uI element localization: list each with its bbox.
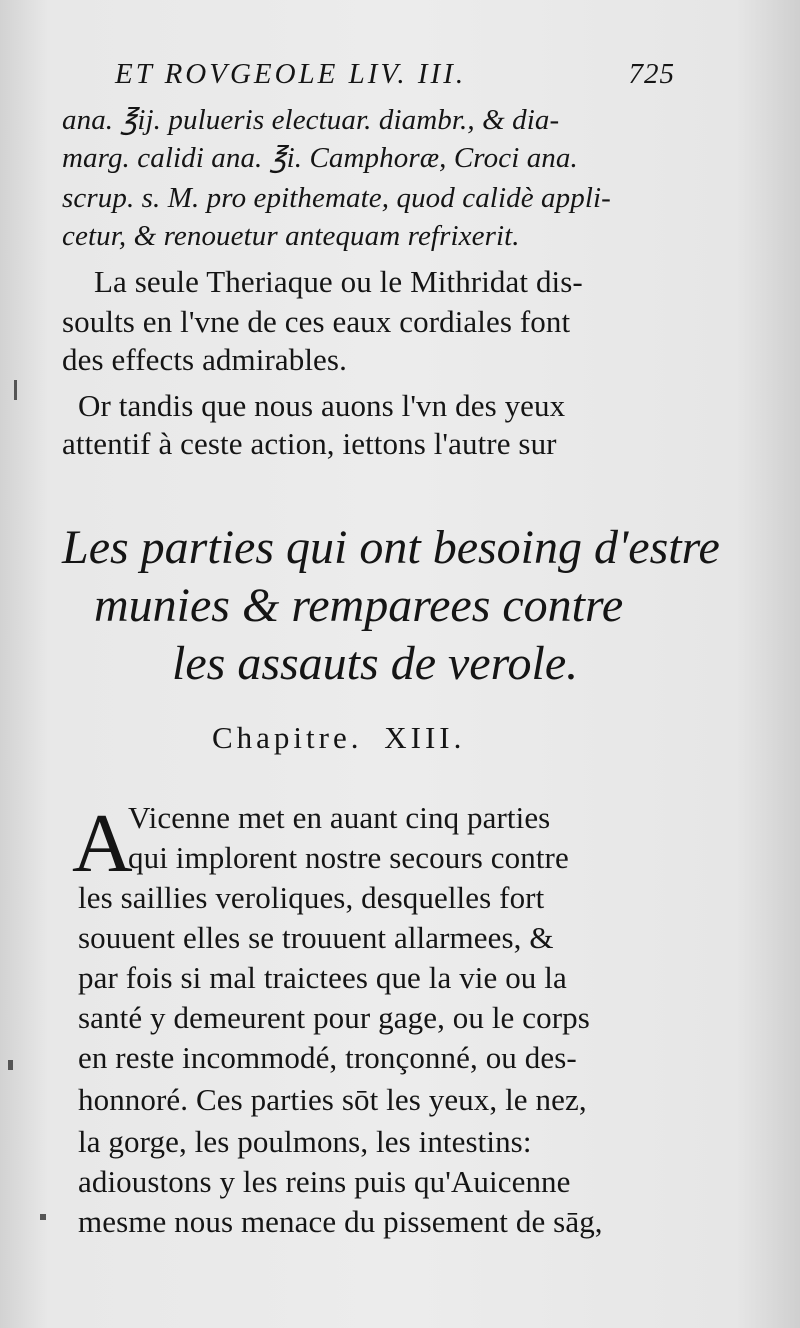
margin-mark [8, 1060, 13, 1070]
section-title-line: munies & remparees contre [94, 579, 624, 632]
paragraph-line: soults en l'vne de ces eaux cordiales font [62, 304, 571, 339]
page-number: 725 [628, 58, 675, 90]
margin-mark [14, 380, 17, 400]
drop-cap: A [72, 797, 133, 890]
body-line: la gorge, les poulmons, les intestins: [78, 1124, 532, 1159]
prescription-line: marg. calidi ana. ℥i. Camphoræ, Croci ana. [62, 142, 578, 174]
chapter-label: Chapitre. [212, 720, 363, 755]
prescription-line: cetur, & renouetur antequam refrixerit. [62, 220, 520, 252]
chapter-number: XIII. [384, 720, 466, 755]
body-line: les saillies veroliques, desquelles fort [78, 880, 545, 915]
paragraph-line: La seule Theriaque ou le Mithridat dis- [94, 264, 583, 299]
chapter-heading [212, 720, 465, 756]
body-line: mesme nous menace du pissement de sāg, [78, 1204, 603, 1239]
body-line: santé y demeurent pour gage, ou le corps [78, 1000, 590, 1035]
section-title-line: Les parties qui ont besoing d'estre [62, 521, 720, 574]
body-line: qui implorent nostre secours contre [128, 840, 569, 875]
prescription-line: ana. ℥ij. pulueris electuar. diambr., & dia- [62, 104, 560, 136]
body-line: en reste incommodé, tronçonné, ou des- [78, 1040, 577, 1075]
body-line: Vicenne met en auant cinq parties [128, 800, 551, 835]
body-line: adioustons y les reins puis qu'Auicenne [78, 1164, 571, 1199]
running-head [115, 58, 675, 94]
margin-mark [40, 1214, 46, 1220]
running-head-title: ET ROVGEOLE LIV. III. [115, 58, 467, 90]
section-title-line: les assauts de verole. [172, 637, 579, 690]
body-line: souuent elles se trouuent allarmees, & [78, 920, 554, 955]
paragraph-line: des effects admirables. [62, 342, 347, 377]
paragraph-line: attentif à ceste action, iettons l'autre sur [62, 426, 557, 461]
paragraph-line: Or tandis que nous auons l'vn des yeux [78, 388, 566, 423]
prescription-line: scrup. s. M. pro epithemate, quod calidè appli- [62, 182, 611, 214]
body-line: par fois si mal traictees que la vie ou la [78, 960, 567, 995]
body-line: honnoré. Ces parties sōt les yeux, le nez, [78, 1082, 587, 1117]
